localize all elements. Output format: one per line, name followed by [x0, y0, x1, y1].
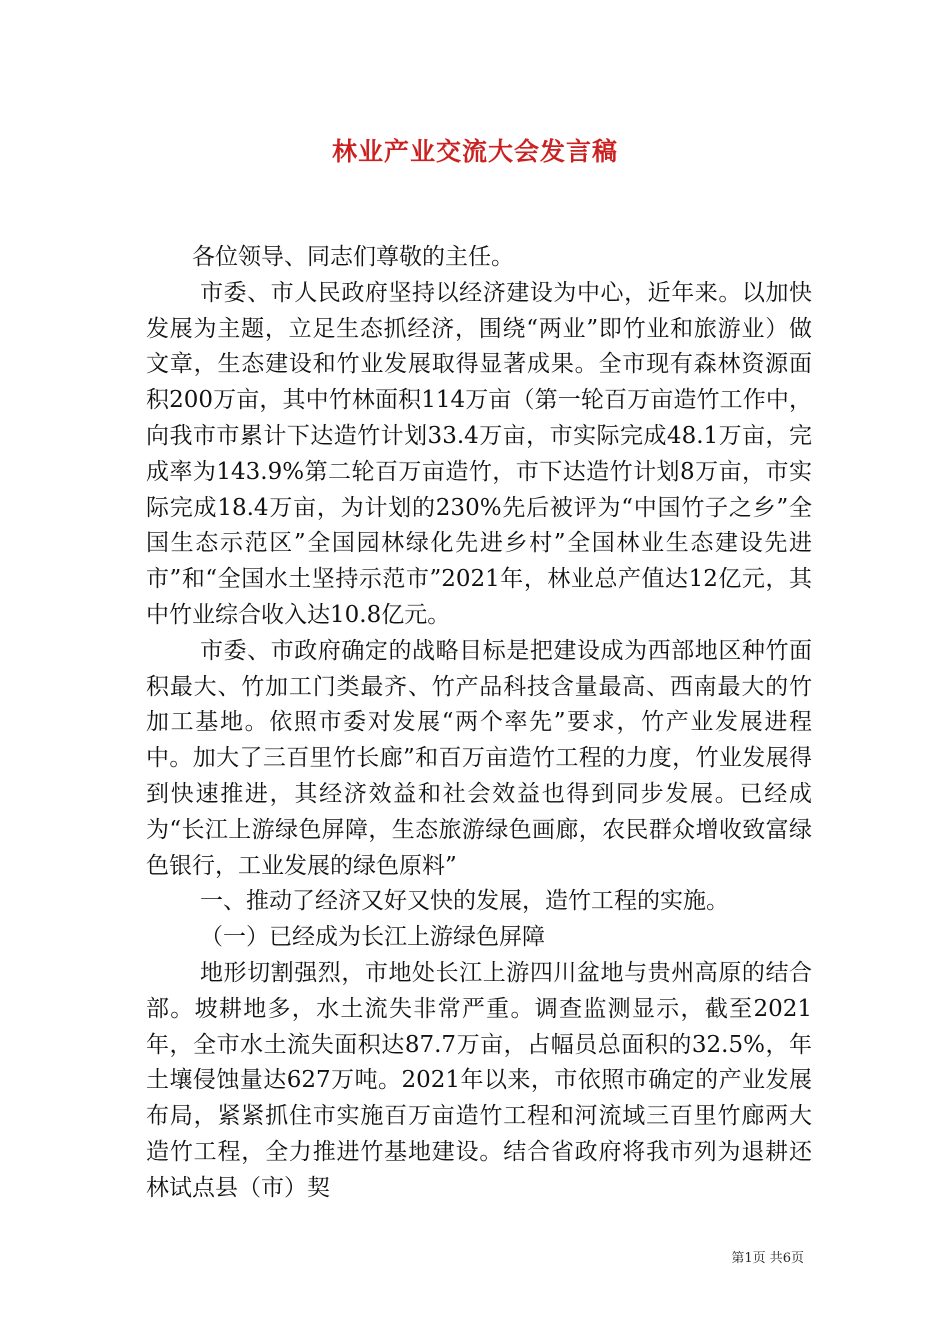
paragraph-strategy: 市委、市政府确定的战略目标是把建设成为西部地区种竹面积最大、竹加工门类最齐、竹产品科技含量最高、西南最大的竹加工基地。依照市委对发展“两个率先”要求，竹产业发展进程中。加大了三百里竹长廊”和百万亩造竹工程的力度，竹业发展得到快速推进，其经济效益和社会效益也得到同步发展。已经成为“长江上游绿色屏障，生态旅游绿色画廊，农民群众增收致富绿色银行，工业发展的绿色原料”: [146, 637, 812, 879]
paragraph-greeting: 各位领导、同志们尊敬的主任。: [192, 244, 514, 270]
paragraph-terrain: 地形切割强烈，市地处长江上游四川盆地与贵州高原的结合部。坡耕地多，水土流失非常严重。调查监测显示，截至2021年，全市水土流失面积达87.7万亩，占幅员总面积的32.5%，年土壤侵蚀量达627万吨。2021年以来，市依照市确定的产业发展布局，紧紧抓住市实施百万亩造竹工程和河流域三百里竹廊两大造竹工程，全力推进竹基地建设。结合省政府将我市列为退耕还林试点县（市）契: [146, 959, 812, 1201]
page-number-footer: 第1页 共6页: [731, 1251, 804, 1266]
paragraph-overview: 市委、市人民政府坚持以经济建设为中心，近年来。以加快发展为主题，立足生态抓经济，围绕“两业”即竹业和旅游业）做文章，生态建设和竹业发展取得显著成果。全市现有森林资源面积200万亩，其中竹林面积114万亩（第一轮百万亩造竹工作中，向我市市累计下达造竹计划33.4万亩，市实际完成48.1万亩，完成率为143.9%第二轮百万亩造竹，市下达造竹计划8万亩，市实际完成18.4万亩，为计划的230%先后被评为“中国竹子之乡”全国生态示范区”全国园林绿化先进乡村”全国林业生态建设先进市”和“全国水土坚持示范市”2021年，林业总产值达12亿元，其中竹业综合收入达10.8亿元。: [146, 279, 812, 628]
subsection-heading-1: （一）已经成为长江上游绿色屏障: [200, 924, 545, 951]
section-heading-1: 一、推动了经济又好又快的发展，造竹工程的实施。: [200, 888, 729, 915]
document-title: 林业产业交流大会发言稿: [331, 137, 618, 166]
document-body: [146, 240, 812, 1207]
